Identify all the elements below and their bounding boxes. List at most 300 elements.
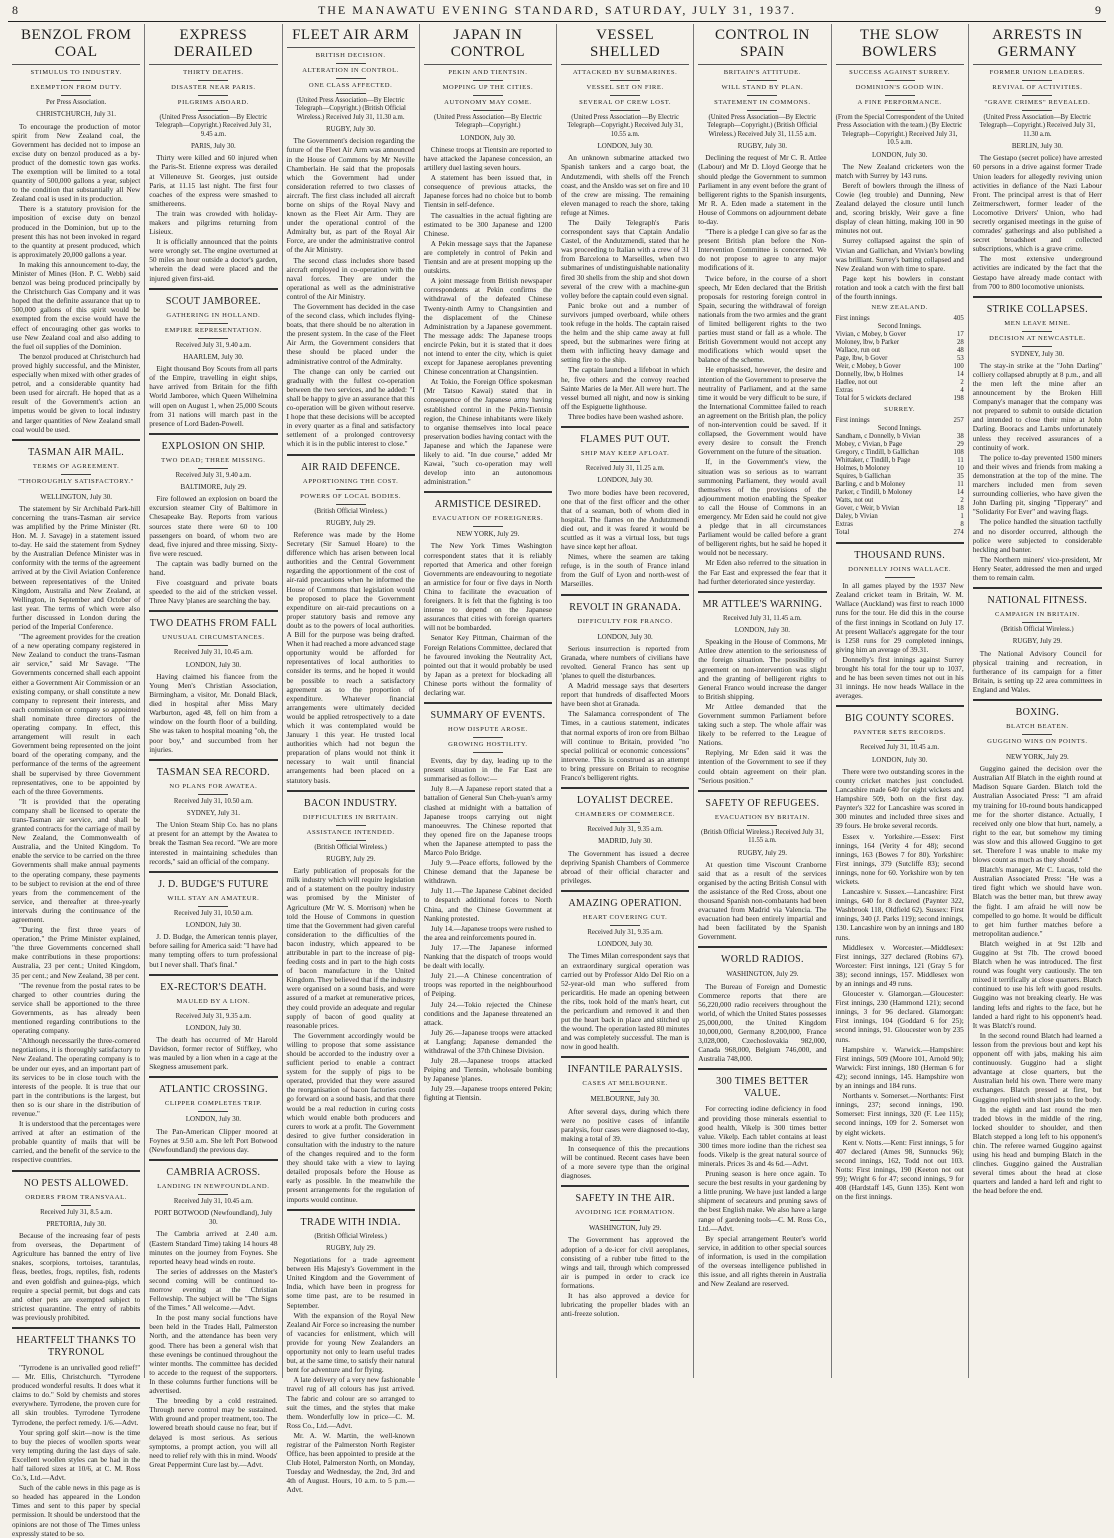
article-body (561, 153, 689, 421)
batsman-name: Gregory, c Tindill, b Gallichan (835, 449, 919, 457)
column-4 (420, 24, 557, 1378)
batsman-runs: 2 (960, 497, 964, 505)
article-paragraph: The New Zealand cricketers won the match with Surrey by 143 runs. (835, 161, 964, 180)
article-divider (149, 610, 277, 612)
article-paragraph: A Pekin message says that the Japanese are completely in control of Pekin and Tientsin and are at present mopping up the outskirts. (423, 238, 552, 276)
article-subhead: FORMER UNION LEADERS. (989, 69, 1086, 76)
article-paragraph: July 9.—Peace efforts, followed by the Chinese demand that the Japanese be withdrawn. (423, 858, 552, 886)
article-headline: CONTROL IN SPAIN (698, 27, 826, 65)
article-paragraph: July 17.—The Japanese informed Nanking that the dispatch of troops would be dealt with locally. (423, 942, 552, 971)
innings-label: Second Innings. (877, 323, 922, 331)
article-headline: REVOLT IN GRANADA. (569, 601, 682, 613)
article-divider (561, 1056, 689, 1058)
subhead-rule (198, 906, 228, 907)
subhead-rule (610, 461, 640, 462)
batsman-runs: 11 (957, 457, 964, 465)
article-paragraph: July 24.—Tokio rejected the Chinese conditions and the Japanese threatened an attack. (423, 999, 552, 1027)
batsman-runs: 14 (956, 489, 964, 497)
article-subhead: REVIVAL OF ACTIVITIES. (992, 84, 1083, 91)
article-subhead: THIRTY DEATHS. (183, 69, 244, 76)
article-credit: Received July 31, 9.35 a.m. (587, 826, 663, 834)
article-paragraph: The series of addresses on the Master's second coming will be continued to-morrow evening at the Christian Fellowship. The subject will be "The Signs of the Times." All welcome.—Advt. (149, 1266, 278, 1313)
article-paragraph: A joint message from British newspaper correspondents at Pekin confirms the withdrawal of the defeated Chinese Twenty-ninth Army to Changsintien and the displacement of the Chinese Administration by a Japanese government. The message adds: The Japanese troops encircle Pekin, but it is stated that it does not intend to enter the city, which is quiet except for Japanese aeroplanes preventing Chinese concentration at Changsintien. (423, 276, 552, 377)
article-headline: NO PESTS ALLOWED. (23, 1177, 129, 1189)
score-row (836, 465, 964, 473)
article-paragraph: Essex v. Yorkshire.—Essex: First innings, 164 (Verity 4 for 48); second innings, 163 (Bowes 7 for 80). Yorkshire: First innings, 379 (Sutcliffe 83); second innings, none for 60. Yorkshire won by ten wickets. (835, 831, 964, 886)
article-dateline: LONDON, July 30. (597, 476, 653, 485)
article-paragraph: "The agreement provides for the creation of a new operating company registered in New Zealand to conduct the trans-Tasman air service," said Mr Savage. "The Governments concerned shall each appoint either a Government Air Commission or an existing company, or shall constitute a new company to represent their interests, and each commission or company so appointed shall nominate three directors of the operating company. In effect, this arrangement will result in each Government being represented on the joint board of the operating company, and the performance of the terms of the agreement shall be supervised by three Government representatives, one to be appointed by each of the three Governments. (12, 632, 141, 796)
score-row (836, 371, 964, 379)
article-paragraph: The most extensive underground activities are indicated by the fact that the Gestapo have already made contact with from 700 to 800 locomotive unionists. (972, 254, 1102, 291)
article (973, 27, 1102, 291)
subhead-rule (885, 577, 915, 578)
article (561, 426, 689, 589)
article (561, 1185, 689, 1318)
article-body (836, 162, 964, 301)
subhead-rule (610, 1220, 640, 1221)
article-headline: J. D. BUDGE'S FUTURE (158, 878, 269, 890)
article-paragraph: For correcting iodine deficiency in food and providing those minerals essential to good health, Vikelp is 300 times better value. Vikelp. Each tablet contains at least 300 times more iodine than the richest sea foods. Vikelp is the great natural source of minerals. Prices 3s and 4s 6d.—Advt. (698, 1104, 827, 1168)
article-divider (561, 890, 689, 892)
newspaper-page (8, 24, 1106, 1538)
article-body (424, 756, 552, 1102)
innings-label: First innings (835, 315, 870, 323)
article-headline: BOXING. (1015, 707, 1060, 719)
article-paragraph: Surrey collapsed against the spin of Vivian and Gallichan, and Vivian's bowling was brilliant. Surrey's batting collapsed and New Zealand won with time to spare. (835, 236, 964, 273)
article-paragraph: At Tokio, the Foreign Office spokesman (Mr Tatsuo Kawai) stated that in consequence of the Japanese army having established control in the Pekin-Tientsin region, the Chinese inhabitants were likely to organise themselves into local peace preservation bodies having contact with the Japanese and which the Japanese were likely to aid. "In due course," added Mr Kawai, "such co-operation may well develop into an autonomous administration." (423, 377, 552, 487)
article-paragraph: It is understood that the percentages were arrived at after an estimation of the probable quantity of mails that will be carried, and the benefit of the service to the respective countries. (12, 1119, 141, 1165)
article-paragraph: He emphasised, however, the desire and intention of the Government to preserve the neutrality of Parliament, and at the same time it would be very difficult to be sure, if the International Committee failed to reach an agreement on the British plan, the policy of non-intervention could be saved. If it collapsed, the Government would have every desire to consult the French Government on the future of the situation. (698, 365, 827, 457)
article-divider (149, 1076, 277, 1078)
article-dateline: LONDON, July 30. (185, 1024, 241, 1032)
article-paragraph: The train was crowded with holiday-makers and pilgrims returning from Lisieux. (149, 208, 278, 237)
total-value: 274 (953, 529, 964, 537)
subhead-rule (885, 95, 915, 96)
article-credit: Received July 31, 10.45 a.m. (860, 744, 940, 752)
article-paragraph: The Northern miners' vice-president, Mr Henry Seater, addressed the men and urged them to remain calm. (972, 554, 1102, 582)
article-subhead: GROWING HOSTILITY. (448, 741, 528, 749)
article-paragraph: In consequence of this the precautions will be continued. Recent cases have been of a more severe type than the original diagnoses. (561, 1143, 690, 1181)
score-row (836, 441, 964, 449)
article-headline: ARRESTS IN GERMANY (973, 27, 1102, 65)
article-dateline: MADRID, July 30. (598, 837, 653, 846)
article-subhead: MOPPING UP THE CITIES. (442, 84, 534, 91)
article-paragraph: Reference was made by the Home Secretary (Sir Samuel Hoare) to the difference which has arisen between local authorities and the Central Government regarding the apportionment of the cost of air-raid precautions when he informed the House of Commons that legislation would be proposed to place the Government expenditure on air-raid precautions on a proper statutory basis and remove any doubt as to the powers of local authorities. A Bill for the purpose was being drafted. When it had reached a more advanced stage opportunity would be afforded for representatives of local authorities to consider its terms, and he hoped it would be possible to reach a satisfactory agreement as to the proportion of expenditure. Whatever financial arrangements were ultimately decided would be applied retrospectively to a date which it was contemplated would be January 1 this year. He trusted local authorities which had not begun the preparation of plans would not think it necessary to wait until financial arrangements had been placed on a statutory basis. (286, 530, 415, 785)
article-dateline: NEW YORK, July 29. (456, 530, 520, 539)
article-body (561, 849, 689, 885)
article-divider (424, 491, 552, 493)
article (836, 27, 964, 537)
innings-label: First innings (835, 417, 870, 425)
article-paragraph: July 28.—Japanese troops attacked Peiping and Tientsin, wholesale bombing by Japanese 'planes. (423, 1056, 552, 1084)
article-divider (698, 591, 826, 593)
article-paragraph: Twice before, in the course of a short speech, Mr Eden declared that the British proposals for restoring foreign control in Spain, securing the withdrawal of foreign nationals from the two armies and the grant of limited belligerent rights to the two parties must stand or fall as a whole. The British Government would not accept any modifications which would upset the balance of the scheme. (698, 273, 827, 365)
article-subhead: AUTONOMY MAY COME. (444, 99, 532, 106)
article-paragraph: With the expansion of the Royal New Zealand Air Force so increasing the number of vacancies for enlistment, which will provide for young New Zealanders an opportunity not only to learn useful trades but, at the same time, to satisfy their natural bent for adventure and for flying. (286, 1310, 415, 1375)
article-subhead: EVACUATION BY BRITAIN. (714, 813, 810, 821)
article-subhead: CHAMBERS OF COMMERCE. (575, 811, 676, 819)
subhead-rule (610, 925, 640, 926)
article (561, 594, 689, 783)
article-headline: ARMISTICE DESIRED. (434, 499, 542, 511)
article-credit: Received July 31, 10.45 a.m. (173, 649, 253, 657)
article-paragraph: Northants v. Somerset.—Northants: First innings, 237; second innings, 190. Somerset: First innings, 320 (F. Lee 115); second innings, 109 for 2. Somerset won by eight wickets. (835, 1091, 964, 1137)
score-row (836, 433, 964, 441)
batsman-name: Gover, c Weir, b Vivian (835, 505, 900, 513)
batsman-name: Extras (835, 387, 853, 395)
article-subhead: WILL STAY AN AMATEUR. (167, 894, 260, 902)
article-headline: WORLD RADIOS. (720, 954, 804, 966)
article-subhead: "GRAVE CRIMES" REVEALED. (984, 99, 1091, 106)
subhead-rule (747, 95, 777, 96)
article-divider (973, 699, 1102, 701)
article-subhead: TERMS OF AGREEMENT. (32, 462, 120, 470)
article-paragraph: Having claimed his fiancee from the Young Men's Christian Association, Birmingham, a visitor, Mr. Donald Black, died in hospital after Miss Mary Warburton, aged 48, fell on him from a window on the fourth floor of a building. She was taken to hospital moaning "oh, the poor boy," and succumbed from her injuries. (149, 671, 278, 754)
batsman-name: Watts, not out (835, 497, 874, 505)
article-divider (149, 974, 277, 976)
subhead-rule (747, 80, 777, 81)
article-subhead: ORDERS FROM TRANSVAAL. (25, 1193, 128, 1201)
article-body (561, 644, 689, 782)
article (424, 27, 552, 486)
article-paragraph: The Government accordingly would be willing to propose that some assistance should be accorded to the industry over a sufficient period to enable a contract system for the supply of pigs to be operated, provided that they were assured the reorganisation of bacon factories could go forward on a sound basis, and that there would be a real reduction in curing costs which would enable both producers and curers to work at a profit. The Government desired to give further consideration in consultation with the industry to the nature of the changes required and to the form they should take with a view to laying detailed proposals before the House as early as possible. In the meanwhile the present arrangements for the regulation of imports would continue. (286, 1030, 415, 1204)
article-subhead: DIFFICULTIES IN BRITAIN. (302, 813, 399, 821)
article (149, 288, 277, 428)
subhead-rule (610, 80, 640, 81)
subhead-rule (473, 752, 503, 753)
article-headline: TRADE WITH INDIA. (300, 1216, 401, 1228)
article-paragraph: "It is provided that the operating company shall be licensed to operate the trans-Tasman air service, and shall be granted contracts for the carriage of mail by New Zealand, the Commonwealth of Australia, and the United Kingdom. To enable the service to be carried on the three Governments shall make annual payments to the operating company, these payments to be subject to revision at the end of three years from the commencement of the service, and thereafter at three-yearly intervals during the continuance of the agreement. (12, 796, 141, 924)
article-credit: (United Press Association—By Electric Telegraph—Copyright.) (British Official Wireless.) Received July 31, 11.30 a.m. (295, 97, 406, 121)
article-credit: (United Press Association—By Electric Telegraph—Copyright.) (433, 114, 542, 130)
subhead-rule (473, 95, 503, 96)
subhead-rule (61, 95, 91, 96)
article (149, 27, 277, 283)
batsman-runs: 53 (956, 355, 964, 363)
article-headline: AIR RAID DEFENCE. (300, 461, 401, 473)
article-paragraph: Early publication of proposals for the milk industry which will require legislation and of a statement on the poultry industry was promised by the Minister of Agriculture (Mr W. S. Morrison) when he told the House of Commons in question time that the Government had given careful consideration to the difficulties of the bacon industry, which appeared to be attributable in part to the increase of pig-feeding costs and in part to the high costs of bacon manufacture in the United Kingdom. They believed that if the industry were organised on a sound basis, and were assured of a market at remunerative prices, they could provide an adequate and regular supply of bacon of good quality at reasonable prices. (286, 866, 415, 1030)
article-subhead: BLATCH BEATEN. (1006, 723, 1069, 731)
article (698, 946, 826, 1063)
subhead-rule (198, 1111, 228, 1112)
article-paragraph: Because of the increasing fear of pests from overseas, the Department of Agriculture has banned the entry of live snakes, scorpions, tortoises, tarantulas, fleas, beetles, frogs, reptiles, fish, rodents and even goldfish and guinea-pigs, which require a special permit, but dogs and cats and other pets are exempted subject to strictest quarantine. The entry of rabbits was previously prohibited. (12, 1231, 141, 1322)
article-paragraph: Blatch weighed in at 9st 12lb and Guggino at 9st 7lb. The crowd booed Blatch when he was introduced. The first round was fought very cautiously. The ten mixed it terrifically at close quarters. Blatch continued to use his left with good results. Guggino was not breaking clearly. He was landing lefts and rights to the face, but he landed a hard right to his opponent's head. It was Blatch's round. (972, 938, 1102, 1030)
score-row (836, 457, 964, 465)
article-paragraph: In the second round Blatch had learned a lesson from the previous bout and kept his opponent off with jabs, making his aim continuously. Guggino had a slight advantage at close quarters, but the Australian held his own. There were many exchanges. Blatch pressed at first, but Guggino replied with short jabs to the body. (972, 1030, 1102, 1104)
article-subhead: MEN LEAVE MINE. (1004, 319, 1071, 327)
batsman-runs: 100 (953, 363, 964, 371)
article-headline: EXPLOSION ON SHIP. (161, 440, 266, 452)
subhead-rule (198, 95, 228, 96)
article-body (287, 866, 415, 1203)
masthead (8, 0, 1106, 22)
article-credit: Received July 31, 9.35 a.m. (175, 1012, 252, 1020)
article (561, 890, 689, 1052)
article-body (698, 860, 826, 942)
column-7 (832, 24, 969, 1378)
article-subhead: GUGGINO WINS ON POINTS. (987, 738, 1088, 746)
subhead-rule (198, 338, 228, 339)
article-paragraph: There is a statutory provision for the imposition of excise duty on benzol produced in the Dominion, but up to the present this has not been invoked in regard to the quantity at present produced, which is approximately 20,000 gallons a year. (12, 204, 141, 259)
subhead-rule (610, 110, 640, 111)
article-credit: (United Press Association—By Electric Telegraph—Copyright.) Received July 31, 10.55 a.m. (567, 114, 683, 138)
article-paragraph: "There is a pledge I can give so far as the present British plan before the Non-Intervention Committee is concerned. We do not propose to agree to any major modifications of it. (698, 227, 827, 273)
article (973, 296, 1102, 582)
batsman-name: Hadlee, not out (835, 379, 878, 387)
subhead-rule (1022, 346, 1052, 347)
batsman-runs: 2 (960, 379, 964, 387)
subhead-rule (1022, 80, 1052, 81)
subhead-rule (1022, 331, 1052, 332)
article-dateline: PARIS, July 30. (190, 142, 236, 151)
scorecard-title: NEW ZEALAND. (871, 304, 928, 312)
article-paragraph: The breeding by a cold restrained. Through nerve control may be sustained. With ground and proper treatment, too. The lowered breath should cause no fear, but if delayed is most serious. As serious symptoms, a prompt action, you will all need to relief rely with this in mind. Woods' Great Peppermint Cure last by.—Advt. (149, 1396, 278, 1469)
article-headline: AMAZING OPERATION. (568, 897, 682, 909)
article-body (287, 1255, 415, 1494)
article (698, 27, 826, 586)
article (287, 454, 415, 785)
article-paragraph: The death has occurred of Mr Harold Davidson, former rector of Stiffkey, who was mauled by a lion when in a cage at the Skegness amusement park. (149, 1035, 278, 1072)
article-paragraph: The New York Times Washington correspondent states that it is reliably reported that America and other foreign Governments are endeavouring to negotiate an armistice for four or five days in North China to facilitate the evacuation of foreigners. It is felt that the fighting is too intense to depend on the Japanese assurances that cities with foreign quarters will not be bombarded. (423, 541, 552, 633)
masthead-left: 8 (12, 3, 19, 17)
article-paragraph: Fire followed an explosion on board the excursion steamer City of Baltimore in Chesapeake Bay. Reports from various sources state there were 60 to 100 passengers on board, of whom two are dead, five injured and three missing. Sixty-five were rescued. (149, 494, 278, 558)
subhead-rule (336, 93, 366, 94)
article-subhead: STIMULUS TO INDUSTRY. (30, 69, 122, 76)
batsman-name: Whittaker, c Tindill, b Page (835, 457, 911, 465)
article-subhead: HEART COVERING CUT. (582, 913, 668, 921)
article-subhead: ONE CLASS AFFECTED. (308, 82, 393, 89)
batsman-name: Vivian, c Mobey, b Gover (835, 331, 907, 339)
article-paragraph: Three bodies have been washed ashore. (568, 411, 684, 421)
article-headline: TWO DEATHS FROM FALL (149, 618, 277, 630)
article-paragraph: Serious insurrection is reported from Granada, where numbers of civilians have revolted. General Franco has sent up 'planes to quell the disturbances. (561, 643, 690, 680)
article-dateline: LONDON, July 30. (185, 660, 241, 669)
score-row (836, 339, 964, 347)
article-subhead: GATHERING IN HOLLAND. (166, 311, 261, 319)
article-subhead: DIFFICULTY FOR FRANCO. (577, 617, 673, 625)
score-row (836, 497, 964, 505)
article-headline: INFANTILE PARALYSIS. (567, 1064, 683, 1076)
article-dateline: WELLINGTON, July 30. (40, 492, 113, 501)
article-subhead: UNUSUAL CIRCUMSTANCES. (162, 634, 265, 642)
article (149, 1159, 277, 1469)
article-headline: NATIONAL FITNESS. (987, 595, 1088, 607)
article-body (149, 820, 277, 865)
article-dateline: BALTIMORE, July 29. (180, 483, 247, 492)
article-subhead: "THOROUGHLY SATISFACTORY." (18, 477, 134, 485)
article-paragraph: An unknown submarine attacked two Spanish tankers and a cargo boat, the Andutzmendi, with shells off the French coast, and the Ansldo was set on fire and 10 of the crew are missing. The remaining eleven managed to reach the shore, taking refuge at Nimes. (561, 153, 690, 217)
column-3 (283, 24, 420, 1495)
article (287, 1209, 415, 1495)
page-number: 9 (1095, 3, 1102, 17)
article-paragraph: Thirty were killed and 60 injured when the Paris-St. Etienne express was derailed at Villeneuve St. Georges, just outside Paris, at 11.15 last night. The first four coaches of the express were smashed to smithereens. (149, 153, 278, 208)
article-divider (836, 542, 964, 544)
article-credit: Received July 31, 10.50 a.m. (173, 909, 253, 917)
batsman-runs: 18 (956, 505, 964, 513)
article-paragraph: Mr Attlee demanded that the Government summon Parliament before taking such a step. The whole affair was likely to be referred to the League of Nations. (698, 701, 827, 748)
article-subhead: POWERS OF LOCAL BODIES. (300, 492, 402, 500)
article (12, 1327, 140, 1538)
article (836, 542, 964, 700)
article-dateline: LONDON, July 30. (734, 626, 790, 635)
batsman-runs: 14 (956, 371, 964, 379)
article-headline: LOYALIST DECREE. (576, 795, 674, 807)
article-credit: Received July 31, 11.45 a.m. (723, 614, 802, 622)
article-paragraph: Middlesex v. Worcester.—Middlesex: First innings, 327 declared (Robins 67). Worcester: First innings, 121 (Gray 5 for 38); second innings, 157. Middlesex won by an innings and 49 runs. (835, 942, 964, 988)
total-label: Total (835, 529, 850, 537)
article-divider (424, 702, 552, 704)
article-credit: (British Official Wireless.) (314, 1232, 387, 1240)
batsman-name: Extras (835, 521, 853, 529)
article-dateline: RUGBY, July 29. (737, 848, 788, 857)
article-credit: (From the Special Correspondent of the United Press Association with the team.) (By Electric Telegraph—Copyright.) Received July 31, 10.5 a.m. (835, 114, 964, 147)
article-dateline: RUGBY, July 30. (325, 125, 376, 134)
article-subhead: EVACUATION OF FOREIGNERS. (432, 515, 544, 523)
article-body (149, 1035, 277, 1071)
column-5 (557, 24, 694, 1378)
subhead-rule (1022, 95, 1052, 96)
article-paragraph: Panic broke out and a number of survivors jumped overboard, while others took refuge in the holds. The captain raised the helm and the ship came away at full speed, but the submarines were firing at them with inflicting heavy damage and setting fire to the ship. (561, 300, 690, 365)
article-paragraph: The Gestapo (secret police) have arrested 60 persons in a drive against former Trade Union leaders for allegedly reviving union activities in defiance of the Nazi Labour Front. The principal arrest is that of Herr Zeitmerschwert, former leader of the Locomotive Drivers' Union, who had secretly organised meetings in the guise of comrades' gatherings and also published a secret broadsheet and collected subscriptions, which is a grave crime. (972, 153, 1102, 254)
subhead-rule (198, 110, 228, 111)
article-headline: TASMAN SEA RECORD. (156, 766, 270, 778)
article-paragraph: Hampshire v. Warwick.—Hampshire: First innings, 509 (Moore 101, Arnold 90); Warwick: First innings, 180 (Herman 6 for 42); second innings, 145. Hampshire won by an innings and 184 runs. (835, 1044, 964, 1091)
article (12, 1170, 140, 1322)
batsman-name: Mobey, c Vivian, b Page (835, 441, 903, 449)
article-paragraph: Pruning season is here once again. To secure the best results in your gardening by a little pruning. We have just landed a large shipment of secateurs and pruning saws of the best English make. We also have a large range of gardening tools—C. M. Ross Co., Ltd.—Advt. (698, 1169, 827, 1233)
article-paragraph: July 8.—A Japanese report stated that a battalion of General Sun Cheh-yuan's army clashed at midnight with a battalion of Japanese troops carrying out night manoeuvres. The Chinese reported that they opened fire on the Japanese troops when the Japanese attempted to pass the Marco Polo Bridge. (423, 784, 552, 857)
score-table (836, 417, 964, 537)
article-divider (12, 1170, 140, 1172)
article-subhead: ALTERATION IN CONTROL. (302, 67, 399, 74)
article-dateline: CHRISTCHURCH, July 31. (36, 110, 116, 119)
subhead-rule (336, 63, 366, 64)
article-paragraph: Nimes, where the seamen are taking refuge, is in the south of France inland from the Gulf of Lyon and north-west of Marseilles. (561, 552, 690, 589)
article-paragraph: Bereft of bowlers through the illness of Cowie (leg trouble) and Dunning, New Zealand delayed the closure until lunch and, scoring briskly, Weir gave a fine display of clean hitting, making 100 in 90 minutes not out. (835, 180, 964, 236)
article-paragraph: The casualties in the actual fighting are estimated to be 300 Japanese and 1200 Chinese. (423, 210, 552, 238)
article-dateline: LONDON, July 30. (597, 142, 653, 151)
score-row (836, 481, 964, 489)
article-paragraph: Blatch's manager, Mr C. Lucas, told the Australian Associated Press: "He was a tired fight which we should have won. Blatch was the better man, but threw away the fight. I am afraid he will now be compelled to go home. It would be difficult to get him further matches before a metropolitan audience." (972, 865, 1102, 938)
article-subhead: ASSISTANCE INTENDED. (306, 828, 395, 836)
column-6 (694, 24, 831, 1378)
score-row (836, 473, 964, 481)
batsman-name: Daley, b Vivian (835, 513, 878, 521)
article-paragraph: By special arrangement Reuter's world service, in addition to other special sources of information, is used in the compilation of the overseas intelligence published in this issue, and all rights therein in Australia and New Zealand are reserved. (698, 1233, 827, 1289)
article-headline: STRIKE COLLAPSES. (986, 303, 1088, 315)
article-paragraph: "Tyrrodene is an unrivalled good relief!" — Mr. Ellis, Christchurch. "Tyrrodene produced wonderful results. It does what it claims to do." Sold by chemists and stores everywhere. Tyrrodene, the proven cure for all skin troubles. Tyrrodene Tyrrodene Tyrrodene, the perfect remedy. 1/6.—Advt. (12, 1362, 141, 1427)
article-body (12, 1231, 140, 1322)
column-2 (145, 24, 282, 1469)
article-dateline: LONDON, July 30. (460, 133, 516, 142)
subhead-rule (1022, 110, 1052, 111)
article-dateline: WASHINGTON, July 29. (726, 970, 799, 979)
batsman-name: Weir, c Mobey, b Gover (835, 363, 901, 371)
article-paragraph: Gloucester v. Glamorgan.—Gloucester: First innings, 230 (Hammond 121); second innings, 3 for 96 declared. Glamorgan: First innings, 104 (Goddard 6 for 25); second innings, 91. Gloucester won by 235 runs. (835, 989, 964, 1044)
article-paragraph: Mr Eden also referred to the situation in the Far East and expressed the fear that it had further deteriorated since yesterday. (698, 558, 827, 586)
article-body (698, 637, 826, 785)
article-body (698, 1104, 826, 1288)
subhead-rule (885, 80, 915, 81)
article-body (973, 649, 1102, 694)
subhead-rule (336, 840, 366, 841)
article-paragraph: At question time Viscount Cranborne said that as a result of the services organised by the acting British Consul with the assistance of the Red Cross, about one thousand Spanish non-combatants had been evacuated from Madrid via Valencia. The evacuation had been entirely impartial and had been facilitated by the Spanish Government. (698, 859, 827, 942)
article-divider (698, 1068, 826, 1070)
article-subhead: SUCCESS AGAINST SURREY. (849, 69, 951, 76)
article-paragraph: The stay-in strike at the "John Darling" colliery collapsed abruptly at 8 p.m., and all the men left the mine after an announcement by the Broken Hill Company's manager that the company was not prepared to submit to outside dictation and intended to close their mine at John Darling. Booracs and Lambs unfortunately unless they received assurances of a continuity of work. (972, 360, 1102, 452)
article-divider (973, 587, 1102, 589)
article-dateline: RUGBY, July 29. (325, 855, 376, 864)
article-paragraph: If, in the Government's view, the situation was so serious as to warrant summoning Parliament, they would avail themselves of the provisions of the adjournment motion enabling the Speaker to call the House of Commons in an emergency. Mr Eden said he could not give a pledge that in all circumstances Parliament would be called before a grant of belligerent rights, but he said he hoped it would not be necessary. (698, 457, 827, 558)
batsman-name: Moloney, lbw, b Parker (835, 339, 899, 347)
subhead-rule (198, 323, 228, 324)
article-headline: SUMMARY OF EVENTS. (430, 710, 546, 722)
article-paragraph: Speaking in the House of Commons, Mr Attlee drew attention to the seriousness of the foreign situation. The possibility of agreement on non-intervention was slight and the granting of belligerent rights to General Franco would increase the danger to British shipping. (698, 637, 827, 701)
scorecard (836, 304, 964, 537)
article-body (424, 541, 552, 697)
article-headline: BENZOL FROM COAL (12, 27, 140, 65)
subhead-rule (336, 504, 366, 505)
article-divider (287, 454, 415, 456)
subhead-rule (61, 1205, 91, 1206)
article-body (561, 1235, 689, 1318)
score-row (836, 363, 964, 371)
article-divider (149, 1159, 277, 1161)
article-paragraph: The Salamanca correspondent of The Times, in a cautious statement, indicates that normal exports of iron ore from Bilbao will continue to Britain, provided "no special political or economic concessions" intervene. This is construed as an attempt to bring pressure on Britain to recognise Franco's belligerent rights. (561, 709, 690, 782)
article-paragraph: It has also approved a device for lubricating the propeller blades with an anti-freeze solution. (561, 1290, 690, 1319)
article-divider (698, 790, 826, 792)
batsman-runs: 108 (953, 449, 964, 457)
article (287, 790, 415, 1204)
article-body (973, 764, 1102, 1195)
article-paragraph: In the post many social functions have been held in the Trades Hall, Palmerston North, and the attendance has been very good. There has been a general wish that these evenings be continued throughout the winter months. The committee has decided to accede to the request of the supporters. In these columns further functions will be advertised. (149, 1313, 278, 1396)
article-paragraph: The captain launched a lifeboat in which he, five others and the convoy reached Sainte Maries de la Mer. All were hurt. The vessel burned all night, and now is sinking off the Espiguette lighthouse. (561, 365, 690, 411)
article-paragraph: The second class includes shore based aircraft employed in co-operation with the naval forces. They are under the operational as well as the administrative control of the Air Ministry. (286, 255, 415, 301)
score-row (836, 355, 964, 363)
subhead-rule (198, 468, 228, 469)
article (149, 610, 277, 753)
article-body (12, 504, 140, 1165)
column-8 (969, 24, 1106, 1378)
article-body (424, 145, 552, 486)
subhead-rule (473, 737, 503, 738)
subhead-rule (336, 78, 366, 79)
article-body (836, 581, 964, 700)
article-dateline: HAARLEM, July 30. (183, 353, 244, 362)
article-headline: EXPRESS DERAILED (149, 27, 277, 65)
article-divider (561, 594, 689, 596)
article-paragraph: Declining the request of Mr C. R. Attlee (Labour) and Mr D. Lloyd George that he should pledge the Government to summon Parliament in any event before the grant of belligerent rights to the Spanish insurgents, Mr R. A. Eden made a statement in the House of Commons on adjournment debate to-day. (698, 153, 827, 226)
article-body (149, 932, 277, 968)
article-divider (561, 1185, 689, 1187)
score-row (836, 347, 964, 355)
article (149, 1076, 277, 1153)
article-headline: HEARTFELT THANKS TO TRYRONOL (16, 1334, 136, 1358)
article-headline: EX-RECTOR'S DEATH. (160, 981, 267, 993)
article-subhead: LANDING IN NEWFOUNDLAND. (157, 1182, 270, 1190)
article-headline: SAFETY OF REFUGEES. (705, 797, 820, 809)
batsman-name: Parker, c Tindill, b Moloney (835, 489, 913, 497)
article-body (149, 153, 277, 282)
article (698, 591, 826, 785)
article-credit: Received July 31, 9.40 a.m. (175, 341, 252, 349)
article-paragraph: The Government has issued a decree depriving Spanish Chambers of Commerce abroad of their official character and privileges. (561, 848, 690, 885)
article-subhead: SEVERAL OF CREW LOST. (579, 99, 672, 106)
article-subhead: CLIPPER COMPLETES TRIP. (164, 1100, 262, 1108)
article-divider (698, 946, 826, 948)
article-subhead: DECISION AT NEWCASTLE. (989, 334, 1086, 342)
article-dateline: LONDON, July 30. (597, 632, 653, 641)
